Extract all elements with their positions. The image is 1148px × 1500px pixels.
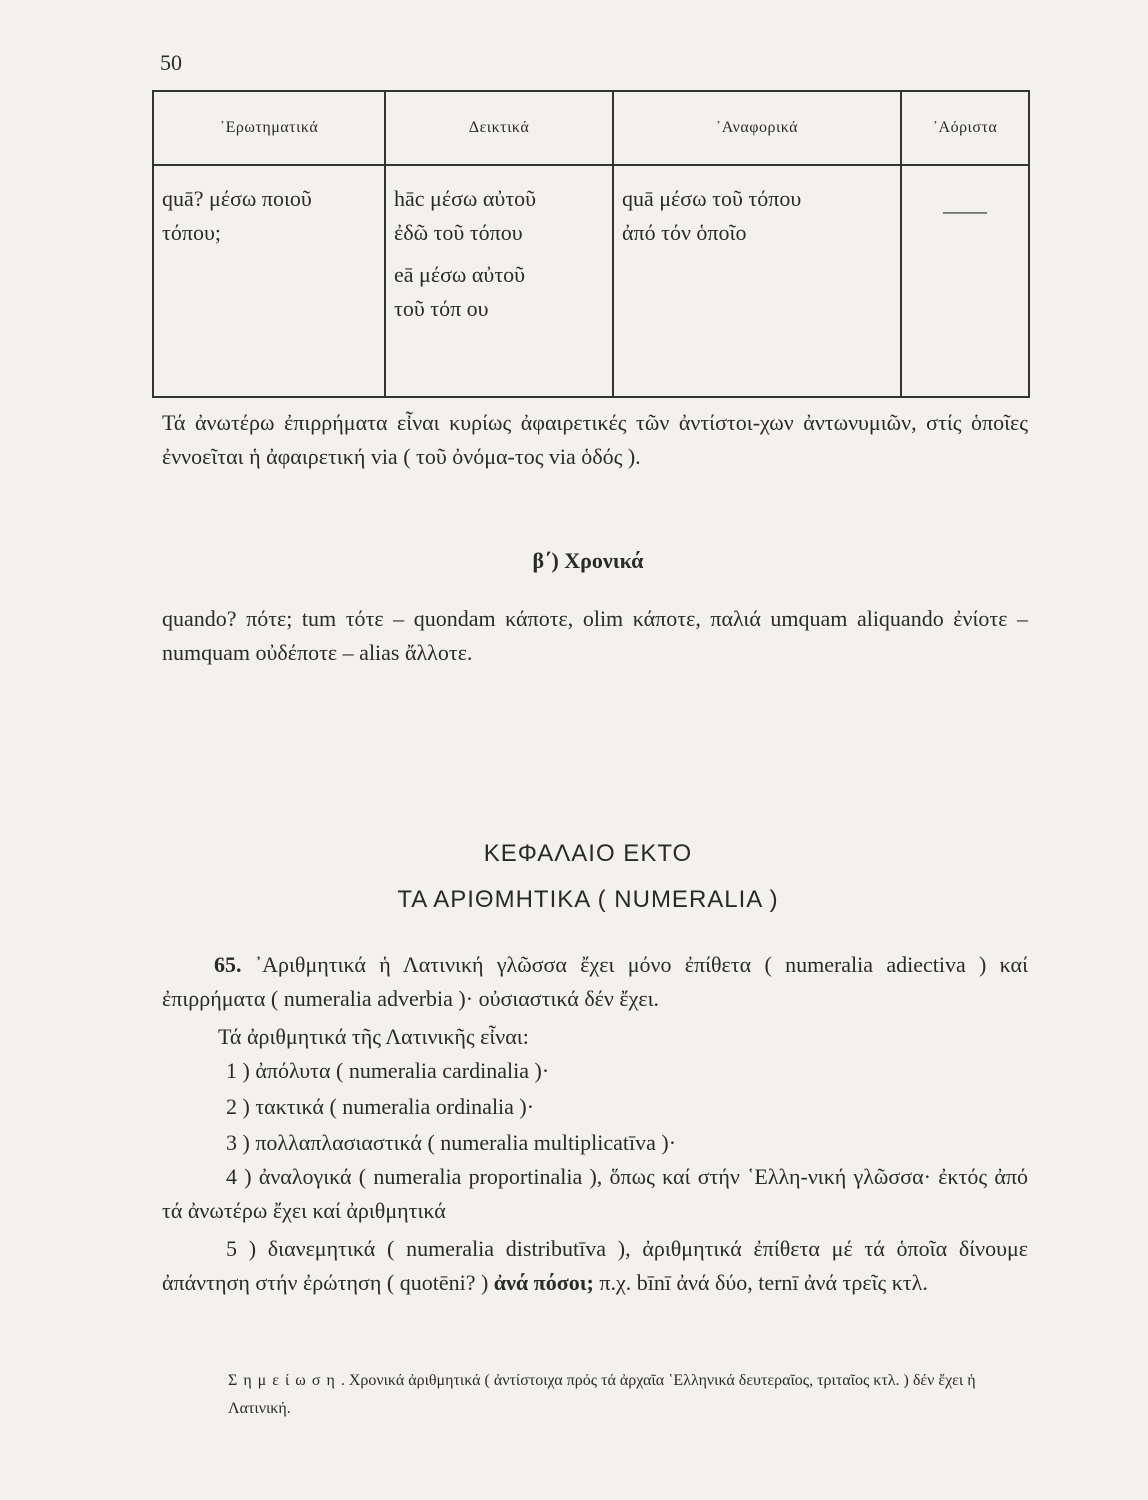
header-relative: ᾿Αναφορικά — [613, 91, 901, 165]
list-item: 2 ) τακτικά ( numeralia ordinalia )· — [226, 1094, 535, 1119]
cell-line: quā μέσω τοῦ τόπου — [622, 186, 802, 211]
section-65 — [162, 948, 1028, 1016]
list-item: 3 ) πολλαπλασιαστικά ( numeralia multiplicatīva )· — [226, 1130, 677, 1155]
footnote — [228, 1367, 1028, 1423]
note-text: . Χρονικά ἀριθμητικά ( ἀντίστοιχα πρός τά ἀρχαῖα ῾Ελληνικά δευτεραῖος, τριταῖος κτλ. ) δέν ἔχει ἡ Λατινική. — [228, 1372, 976, 1417]
empty-dash: —— — [943, 198, 987, 223]
header-indefinite: ᾿Αόριστα — [901, 91, 1029, 165]
cell-line: eā μέσω αὐτοῦ — [394, 262, 526, 287]
item5-question: ἀνά πόσοι; — [493, 1270, 594, 1295]
cell-line: ἐδῶ τοῦ τόπου — [394, 220, 523, 245]
header-demonstrative: Δεικτικά — [385, 91, 613, 165]
cell-demonstrative — [385, 165, 613, 397]
chapter-subtitle: ΤΑ ΑΡΙΘΜΗΤΙΚΑ ( NUMERALIA ) — [397, 886, 779, 913]
intro-line: Τά ἀριθμητικά τῆς Λατινικῆς εἶναι: — [218, 1024, 529, 1049]
header-interrogative: ᾿Ερωτηματικά — [153, 91, 385, 165]
chapter-title: ΚΕΦΑΛΑΙΟ ΕΚΤΟ — [483, 840, 693, 867]
cell-relative — [613, 165, 901, 397]
subsection-title: β΄) Χρονικά — [532, 548, 644, 573]
cell-interrogative — [153, 165, 385, 397]
cell-line: ἀπό τόν ὁποῖο — [622, 220, 747, 245]
table-header-row — [153, 91, 1029, 165]
list-item: 4 ) ἀναλογικά ( numeralia proportinalia ), ὅπως καί στήν ῾Ελλη-νική γλῶσσα· ἐκτός ἀπό τά ἀνωτέρω ἔχει καί ἀριθμητικά — [162, 1164, 1028, 1223]
section-number: 65. — [214, 952, 242, 977]
cell-line: hāc μέσω αὐτοῦ — [394, 186, 537, 211]
cell-line: τόπου; — [162, 220, 221, 245]
cell-indefinite — [901, 165, 1029, 397]
item5-text: 5 ) διανεμητικά ( numeralia distributīva ), ἀριθμητικά ἐπίθετα μέ τά ὁποῖα δίνουμε ἀπάντηση στήν ἐρώτηση ( quotēni? ) — [162, 1236, 1028, 1295]
paragraph-temporal: quando? πότε; tum τότε – quondam κάποτε, olim κάποτε, παλιά umquam aliquando ἐνίοτε – numquam οὐδέποτε – alias ἄλλοτε. — [162, 606, 1028, 665]
item5-tail: π.χ. bīnī ἀνά δύο, ternī ἀνά τρεῖς κτλ. — [599, 1270, 928, 1295]
list-item-5 — [162, 1232, 1028, 1300]
note-label: Σημείωση — [228, 1372, 341, 1389]
list-item: 1 ) ἀπόλυτα ( numeralia cardinalia )· — [226, 1058, 550, 1083]
table-row — [153, 165, 1029, 397]
page-number: 50 — [160, 50, 182, 75]
cell-line: quā? μέσω ποιοῦ — [162, 186, 312, 211]
adverbs-table — [152, 90, 1030, 398]
cell-line: τοῦ τόπ ου — [394, 296, 489, 321]
section-text: ᾿Αριθμητικά ἡ Λατινική γλῶσσα ἔχει μόνο ἐπίθετα ( numeralia adiectiva ) καί ἐπιρρήματα ( numeralia adverbia )· οὐσιαστικά δέν ἔχει. — [162, 952, 1029, 1011]
paragraph-adverbs-note: Τά ἀνωτέρω ἐπιρρήματα εἶναι κυρίως ἀφαιρετικές τῶν ἀντίστοι-χων ἀντωνυμιῶν, στίς ὁποῖες ἐννοεῖται ἡ ἀφαιρετική via ( τοῦ ὀνόμα-τος via ὁδός ). — [162, 410, 1028, 469]
